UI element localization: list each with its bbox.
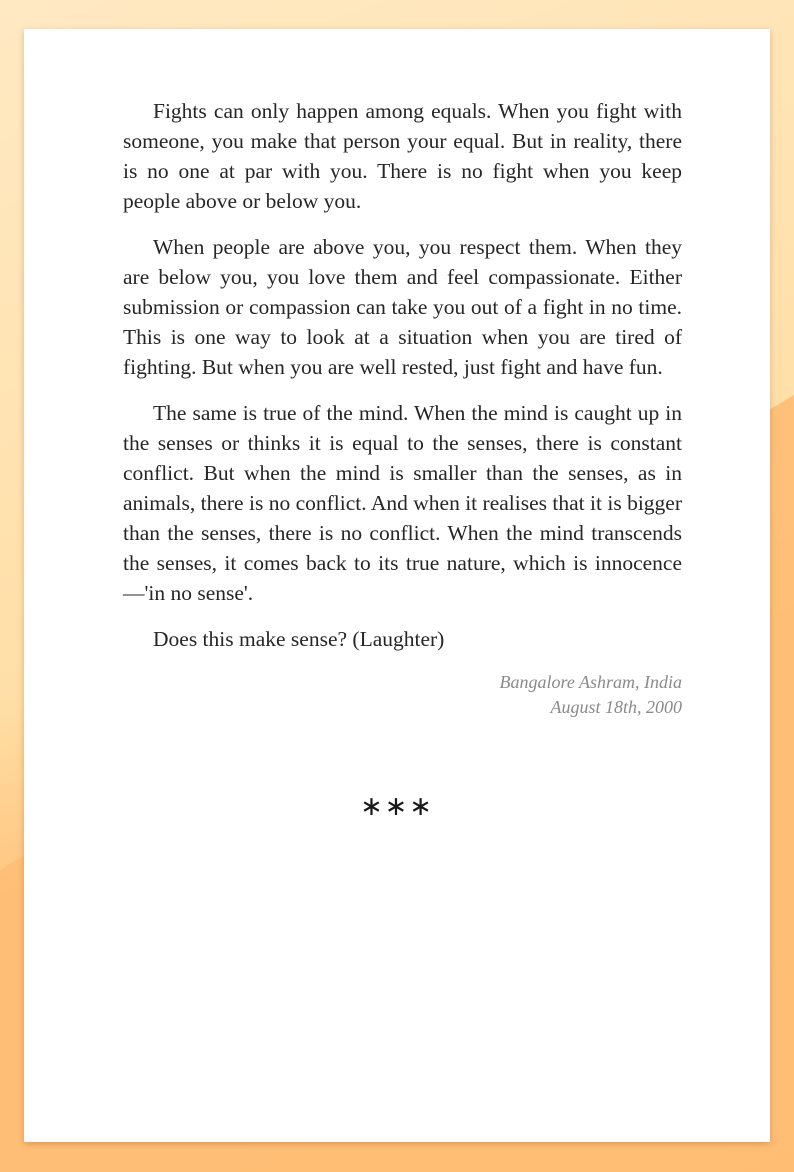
paragraph-3: The same is true of the mind. When the mind is caught up in the senses or thinks it is equal to the senses, there is constant conflict. But when the mind is smaller than the senses, as in animals, there is no conflict. And when it realises that it is bigger than the senses, there is no conflict. When the mind transcends the senses, it comes back to its true nature, which is innocence—'in no sense'. <box>123 401 682 605</box>
body-text <box>123 96 682 720</box>
paragraph-2: When people are above you, you respect them. When they are below you, you love them and feel compassionate. Either submission or compassion can take you out of a fight in no time. This is one way to look at a situation when you are tired of fighting. But when you are well rested, just fight and have fun. <box>123 235 682 379</box>
paragraph-1: Fights can only happen among equals. When you fight with someone, you make that person your equal. But in reality, there is no one at par with you. There is no fight when you keep people above or below you. <box>123 99 682 213</box>
signature-place: Bangalore Ashram, India <box>499 672 682 692</box>
document-page <box>24 29 770 1142</box>
signature <box>123 670 682 720</box>
closing-question: Does this make sense? (Laughter) <box>153 627 445 651</box>
section-separator: ∗∗∗ <box>360 791 434 822</box>
signature-date: August 18th, 2000 <box>550 697 682 717</box>
